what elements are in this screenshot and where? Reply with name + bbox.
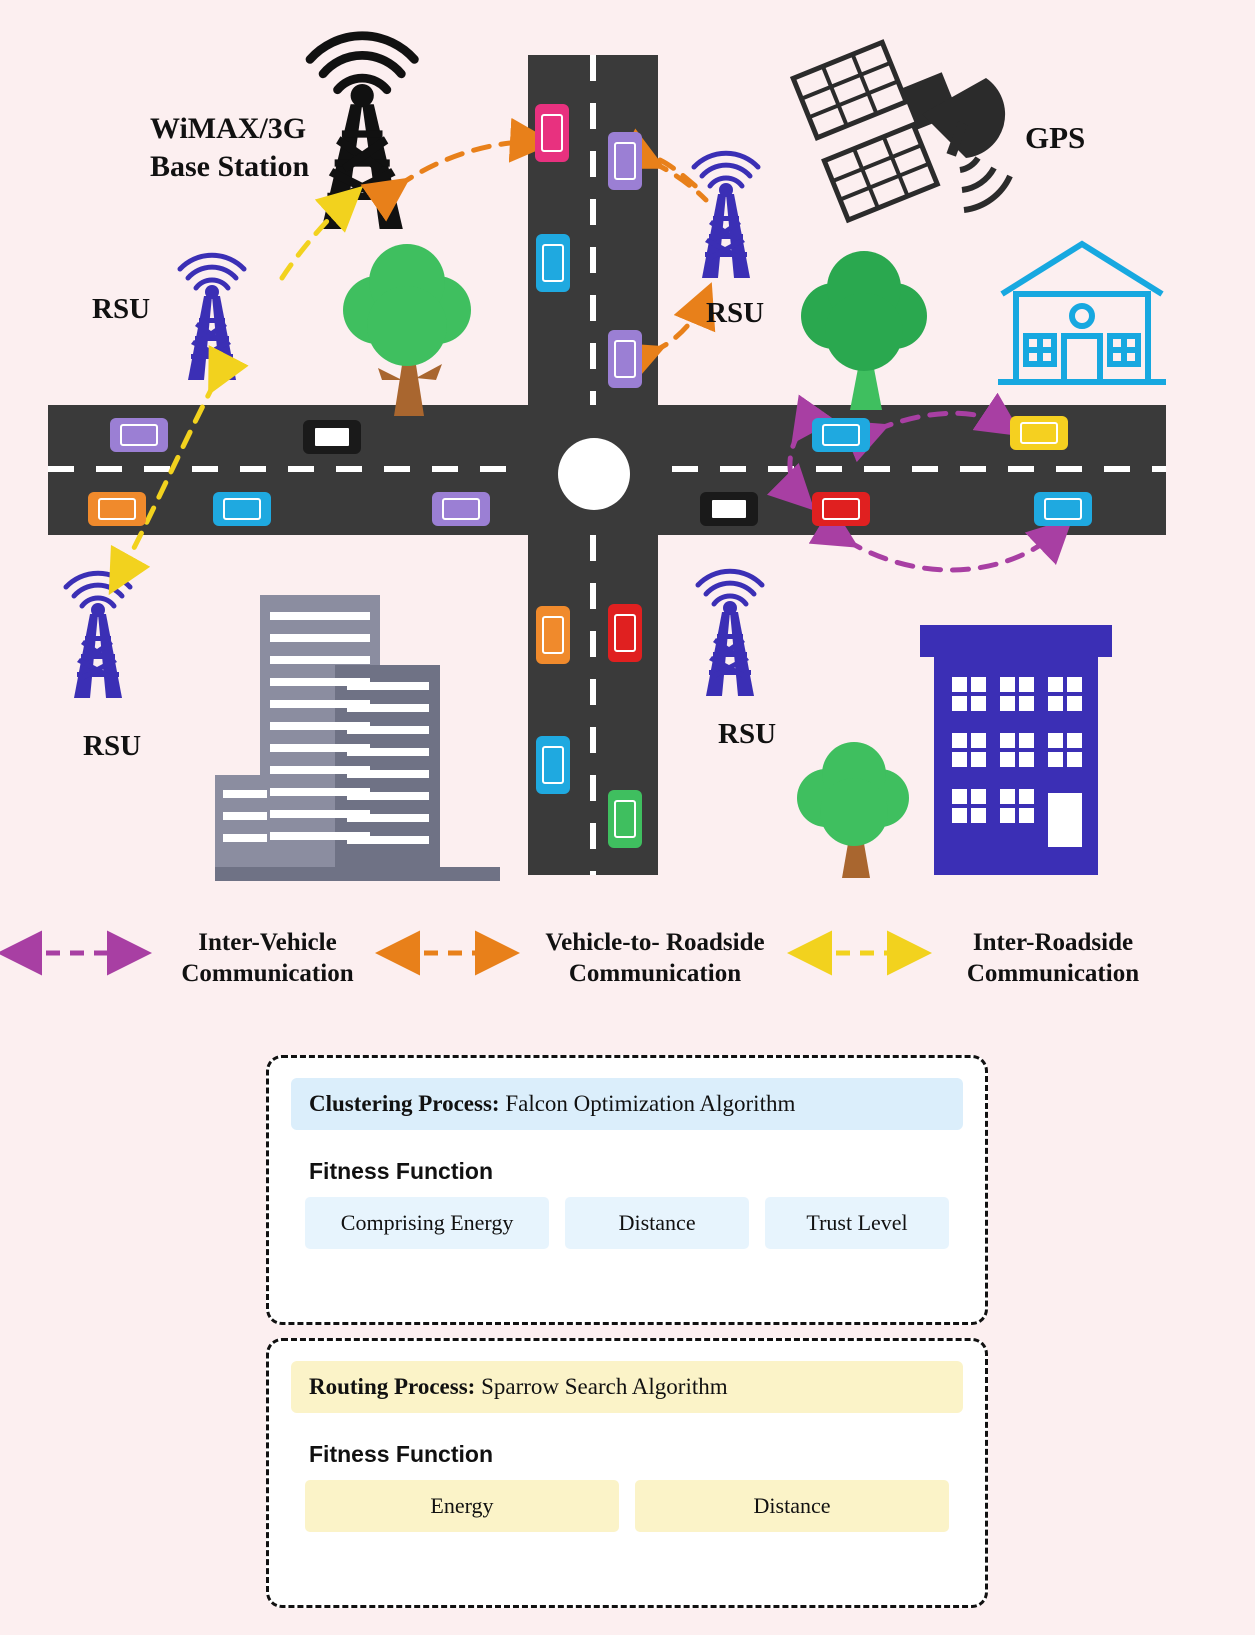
legend-inter-roadside-line2: Communication <box>966 960 1140 988</box>
base-station-label <box>150 110 309 185</box>
car-h-blue2 <box>812 418 870 452</box>
base-station-tower <box>310 36 414 229</box>
car-v-pink <box>535 104 569 162</box>
rsu-label-left-bottom: RSU <box>83 730 142 762</box>
arrow-v2r-1 <box>398 142 540 186</box>
car-h-blue3 <box>1034 492 1092 526</box>
clustering-fitness-label: Fitness Function <box>309 1158 493 1184</box>
gps-label: GPS <box>1025 120 1086 155</box>
legend-item-v2r <box>505 927 805 990</box>
legend-item-inter-roadside <box>918 927 1188 990</box>
tree-top-right <box>801 251 927 410</box>
routing-title-rest: Sparrow Search Algorithm <box>475 1374 728 1399</box>
clustering-cell-trust: Trust Level <box>765 1197 949 1249</box>
routing-cell-energy: Energy <box>305 1480 619 1532</box>
car-v-blue4 <box>536 736 570 794</box>
arrow-v2r-3 <box>652 162 706 200</box>
car-v-green <box>608 790 642 848</box>
rsu-tower-left-top <box>180 255 244 380</box>
arrow-inter-vehicle-1 <box>876 413 1010 430</box>
arrow-v2r-4 <box>652 296 706 352</box>
clustering-fitness-box <box>291 1144 963 1265</box>
legend-v2r-line2: Communication <box>568 960 742 988</box>
car-h-blue1 <box>213 492 271 526</box>
car-v-orange2 <box>536 606 570 664</box>
car-h-white1 <box>303 420 361 454</box>
clustering-panel-title <box>291 1078 963 1130</box>
rsu-tower-center-right <box>694 153 758 278</box>
clustering-title-bold: Clustering Process: <box>309 1091 500 1116</box>
gps-satellite <box>791 26 1010 220</box>
arrow-inter-roadside-2 <box>116 382 215 582</box>
car-h-yellow <box>1010 416 1068 450</box>
clustering-cell-distance: Distance <box>565 1197 749 1249</box>
car-h-purple1 <box>110 418 168 452</box>
base-station-label-line2: Base Station <box>150 149 310 183</box>
arrow-inter-vehicle-2 <box>790 432 804 500</box>
routing-fitness-label: Fitness Function <box>309 1441 493 1467</box>
car-h-orange1 <box>88 492 146 526</box>
tree-top-left <box>343 244 471 416</box>
clustering-cell-energy: Comprising Energy <box>305 1197 549 1249</box>
rsu-tower-bottom-right <box>698 571 762 696</box>
building-blue <box>920 625 1112 875</box>
car-h-purple2 <box>432 492 490 526</box>
building-gray <box>215 595 500 881</box>
routing-panel-title <box>291 1361 963 1413</box>
routing-fitness-box <box>291 1427 963 1548</box>
tree-bottom-right <box>797 742 909 878</box>
routing-title-bold: Routing Process: <box>309 1374 476 1399</box>
car-v-blue1 <box>536 234 570 292</box>
car-h-white2 <box>700 492 758 526</box>
rsu-tower-left-bottom <box>66 573 130 698</box>
legend-inter-roadside-line1: Inter-Roadside <box>972 929 1134 956</box>
legend-inter-vehicle-line1: Inter-Vehicle <box>198 929 337 956</box>
legend-item-inter-vehicle <box>140 927 395 990</box>
house-outline <box>998 244 1166 382</box>
legend-v2r-line1: Vehicle-to- Roadside <box>545 929 765 956</box>
routing-cell-distance: Distance <box>635 1480 949 1532</box>
arrow-inter-vehicle-3 <box>846 528 1062 570</box>
arrow-inter-roadside-1 <box>282 196 352 278</box>
car-v-purple1 <box>608 132 642 190</box>
rsu-label-center-right: RSU <box>706 297 765 329</box>
clustering-panel <box>266 1055 988 1325</box>
car-v-red2 <box>608 604 642 662</box>
legend <box>0 915 1255 1000</box>
car-v-purple2 <box>608 330 642 388</box>
rsu-label-left-top: RSU <box>92 293 151 325</box>
base-station-label-line1: WiMAX/3G <box>150 112 307 145</box>
car-h-red1 <box>812 492 870 526</box>
legend-inter-vehicle-line2: Communication <box>181 960 354 988</box>
routing-panel <box>266 1338 988 1608</box>
clustering-title-rest: Falcon Optimization Algorithm <box>499 1091 796 1116</box>
rsu-label-bottom-right: RSU <box>718 718 777 750</box>
